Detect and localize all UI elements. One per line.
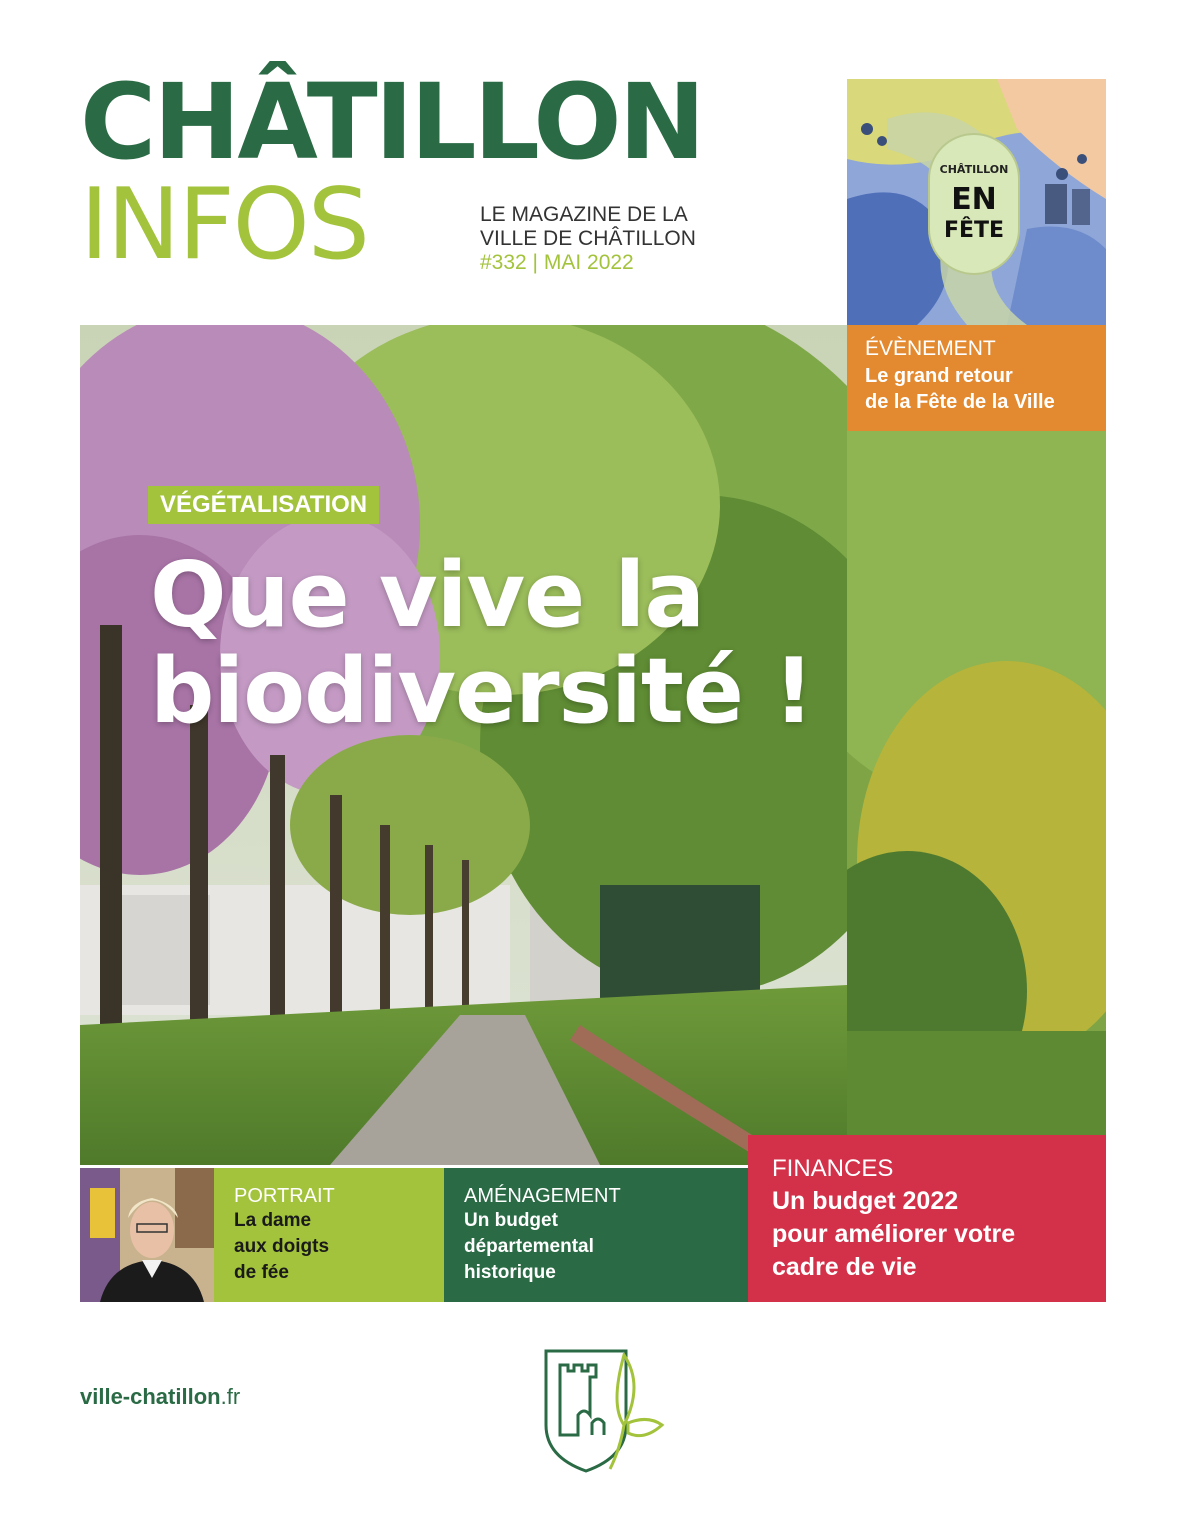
- tagline-line1: LE MAGAZINE DE LA: [480, 203, 688, 226]
- portrait-headline-line2: aux doigts: [234, 1236, 330, 1257]
- portrait-headline-line1: La dame: [234, 1210, 312, 1231]
- amenagement-kicker: AMÉNAGEMENT: [464, 1185, 621, 1207]
- woman-portrait-photo: [80, 1168, 214, 1302]
- cover-story-tag: VÉGÉTALISATION: [148, 486, 379, 524]
- finances-headline: [772, 1185, 1082, 1284]
- finances-headline-line2: pour améliorer votre: [772, 1220, 1016, 1248]
- finances-kicker: FINANCES: [772, 1155, 894, 1182]
- magazine-tagline: [480, 203, 696, 275]
- amenagement-teaser[interactable]: [444, 1168, 748, 1302]
- website-link[interactable]: [80, 1384, 240, 1410]
- event-headline-line1: Le grand retour: [865, 365, 1013, 387]
- portrait-headline-line3: de fée: [234, 1262, 289, 1283]
- badge-text-3: FÊTE: [943, 218, 1005, 243]
- event-headline-line2: de la Fête de la Ville: [865, 391, 1055, 413]
- event-illustration[interactable]: [847, 79, 1106, 325]
- website-tld: .fr: [220, 1384, 241, 1409]
- amenagement-headline-line2: départemental: [464, 1236, 594, 1257]
- badge-text-2: EN: [951, 182, 997, 217]
- tower-leaf-crest-icon: [540, 1345, 666, 1475]
- portrait-teaser[interactable]: [214, 1168, 444, 1302]
- event-headline: [865, 363, 1088, 415]
- finances-teaser[interactable]: [748, 1135, 1106, 1302]
- portrait-kicker: PORTRAIT: [234, 1185, 335, 1207]
- event-kicker: ÉVÈNEMENT: [865, 337, 996, 360]
- amenagement-headline-line1: Un budget: [464, 1210, 558, 1231]
- headline-line2: biodiversité !: [150, 639, 814, 744]
- finances-headline-line3: cadre de vie: [772, 1253, 917, 1281]
- website-domain: ville-chatillon: [80, 1384, 221, 1409]
- headline-line1: Que vive la: [150, 543, 705, 648]
- badge-text-1: CHÂTILLON: [939, 163, 1009, 176]
- amenagement-headline-line3: historique: [464, 1262, 556, 1283]
- magazine-title: CHÂTILLON: [80, 61, 703, 183]
- event-teaser[interactable]: [847, 325, 1106, 431]
- tagline-line2: VILLE DE CHÂTILLON: [480, 227, 696, 250]
- festival-illustration: [847, 79, 1106, 325]
- amenagement-headline: [464, 1208, 728, 1286]
- issue-number: #332 | MAI 2022: [480, 251, 634, 274]
- tree-foliage-photo: [847, 431, 1106, 1135]
- portrait-headline: [234, 1208, 424, 1286]
- finances-headline-line1: Un budget 2022: [772, 1187, 959, 1215]
- tree-lined-path-photo: [80, 325, 847, 1165]
- cover-photo: [80, 325, 847, 1165]
- city-crest-logo: [540, 1345, 666, 1475]
- portrait-photo: [80, 1168, 214, 1302]
- magazine-subtitle: INFOS: [80, 168, 368, 282]
- cover-photo-right-extension: [847, 431, 1106, 1135]
- cover-story-headline[interactable]: [150, 543, 1010, 744]
